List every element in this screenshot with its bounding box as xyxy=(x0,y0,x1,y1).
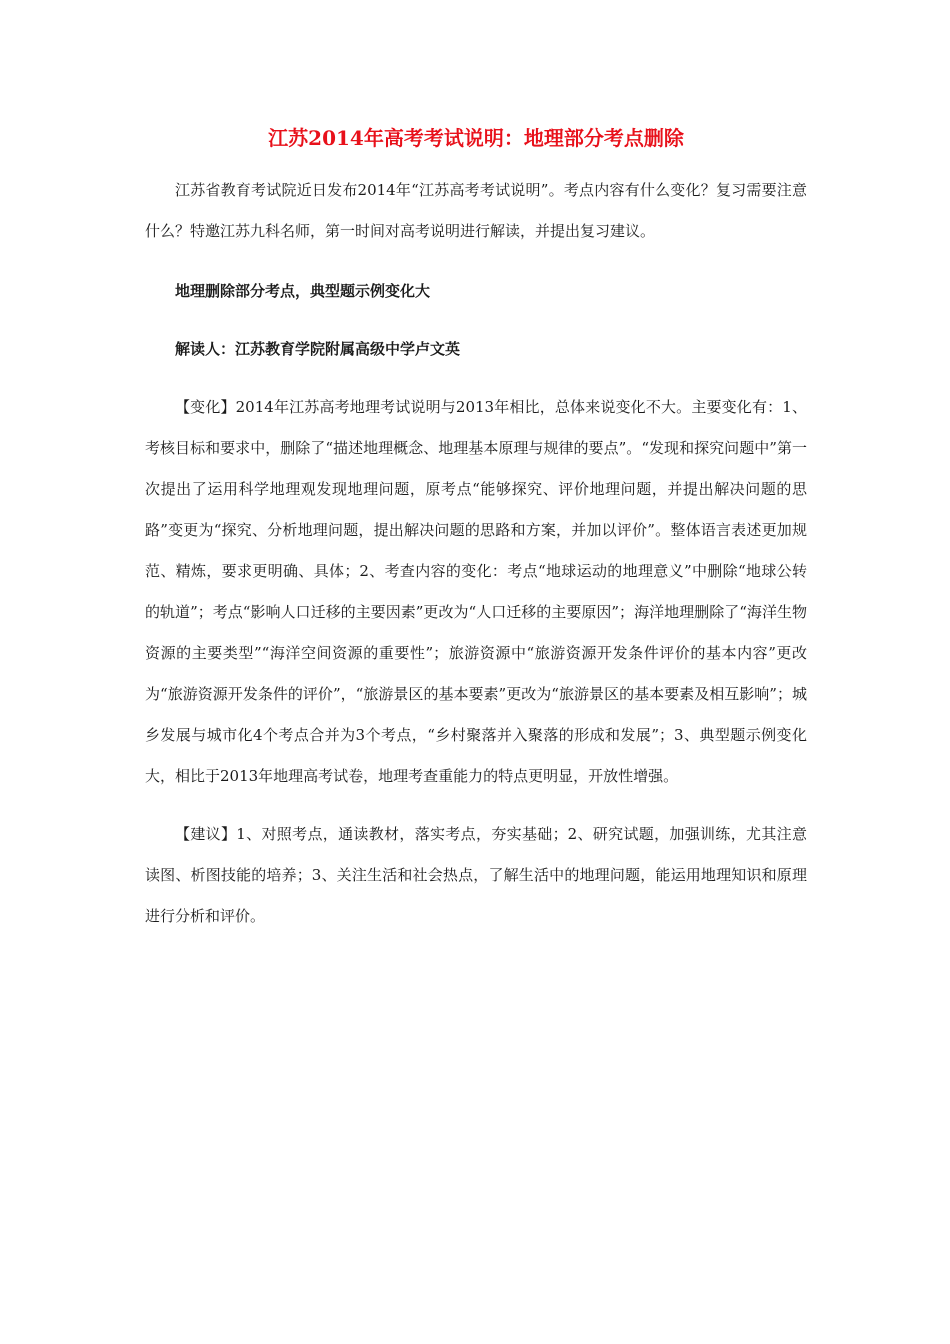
spacer xyxy=(145,370,807,387)
changes-paragraph: 【变化】2014年江苏高考地理考试说明与2013年相比，总体来说变化不大。主要变化有：1、考核目标和要求中，删除了“描述地理概念、地理基本原理与规律的要点”。“发现和探究问题中”第一次提出了运用科学地理观发现地理问题，原考点“能够探究、评价地理问题，并提出解决问题的思路”变更为“探究、分析地理问题，提出解决问题的思路和方案，并加以评价”。整体语言表述更加规范、精炼，要求更明确、具体；2、考查内容的变化：考点“地球运动的地理意义”中删除“地球公转的轨道”；考点“影响人口迁移的主要因素”更改为“人口迁移的主要原因”；海洋地理删除了“海洋生物资源的主要类型”“海洋空间资源的重要性”；旅游资源中“旅游资源开发条件评价的基本内容”更改为“旅游资源开发条件的评价”，“旅游景区的基本要素”更改为“旅游景区的基本要素及相互影响”；城乡发展与城市化4个考点合并为3个考点，“乡村聚落并入聚落的形成和发展”；3、典型题示例变化大，相比于2013年地理高考试卷，地理考查重能力的特点更明显，开放性增强。 xyxy=(145,398,807,785)
intro-paragraph: 江苏省教育考试院近日发布2014年“江苏高考考试说明”。考点内容有什么变化？复习需要注意什么？特邀江苏九科名师，第一时间对高考说明进行解读，并提出复习建议。 xyxy=(145,181,807,240)
interpreter-line: 解读人：江苏教育学院附属高级中学卢文英 xyxy=(175,340,461,358)
document-title: 江苏2014年高考考试说明：地理部分考点删除 xyxy=(268,126,684,150)
suggestions-paragraph: 【建议】1、对照考点，通读教材，落实考点，夯实基础；2、研究试题，加强训练，尤其注意读图、析图技能的培养；3、关注生活和社会热点，了解生活中的地理问题，能运用地理知识和原理进行分析和评价。 xyxy=(145,825,807,925)
spacer xyxy=(145,797,807,814)
spacer xyxy=(145,252,807,271)
section-heading: 地理删除部分考点，典型题示例变化大 xyxy=(175,282,431,300)
spacer xyxy=(145,312,807,329)
document-page xyxy=(145,118,807,937)
